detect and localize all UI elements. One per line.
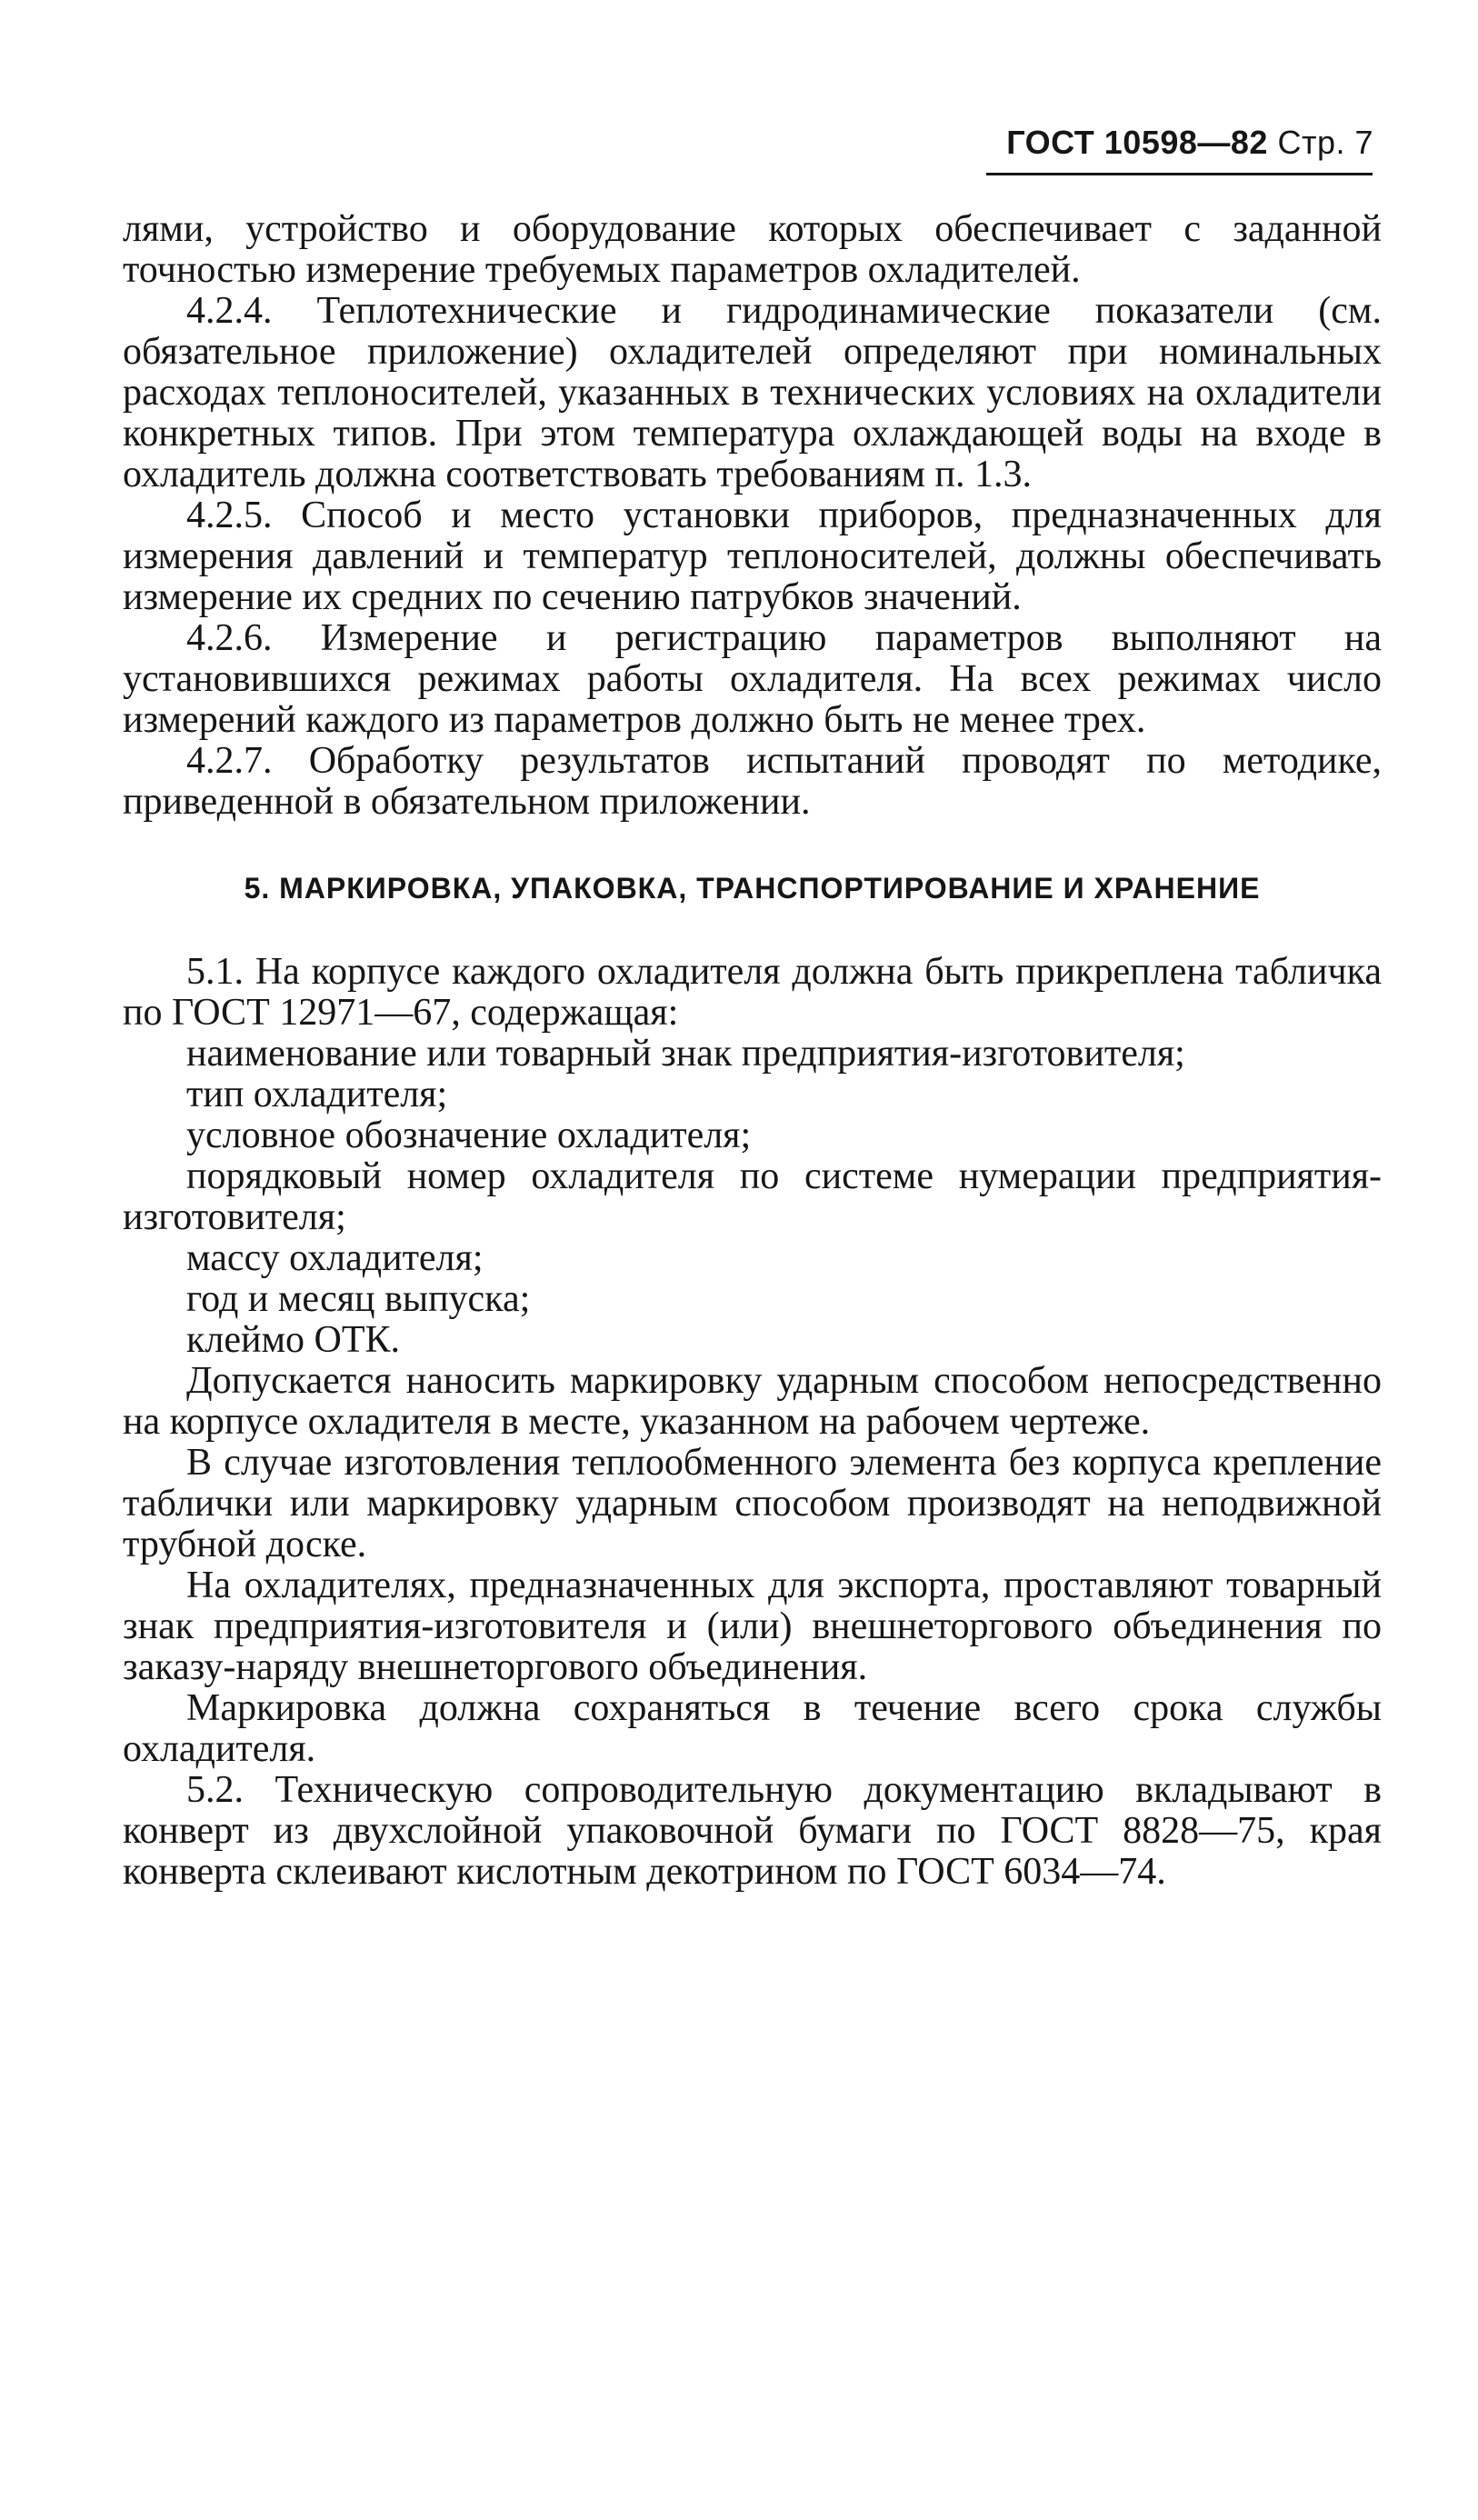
paragraph-4-2-5: 4.2.5. Способ и место установки приборов, предназначенных для измерения давлений и температур теплоносителей, должны обеспечивать измерение их средних по сечению патрубков значений.: [123, 495, 1382, 618]
list-item: клеймо ОТК.: [186, 1319, 401, 1361]
list-item: тип охладителя;: [186, 1074, 448, 1115]
paragraph-export: На охладителях, предназначенных для экспорта, проставляют товарный знак предприятия-изготовителя и (или) внешнеторгового объединения по заказу-наряду внешнеторгового объединения.: [123, 1565, 1382, 1688]
paragraph-stamping: Допускается наносить маркировку ударным способом непосредственно на корпусе охладителя в месте, указанном на рабочем чертеже.: [123, 1360, 1382, 1443]
paragraph-4-2-4: 4.2.4. Теплотехнические и гидродинамические показатели (см. обязательное приложение) охладителей определяют при номинальных расходах теплоносителей, указанных в технических условиях на охладители конкретных типов. При этом температура охлаждающей воды на входе в охладитель должна соответствовать требованиям п. 1.3.: [123, 290, 1382, 495]
list-item: год и месяц выпуска;: [186, 1278, 531, 1320]
list-item: порядковый номер охладителя по системе нумерации предприятия-изготовителя;: [123, 1155, 1382, 1238]
list-item: условное обозначение охладителя;: [186, 1115, 752, 1156]
paragraph-no-housing: В случае изготовления теплообменного элемента без корпуса крепление таблички или маркировку ударным способом производят на неподвижной трубной доске.: [123, 1442, 1382, 1565]
paragraph-durability: Маркировка должна сохраняться в течение всего срока службы охладителя.: [123, 1687, 1382, 1770]
page-header: [1006, 123, 1373, 163]
page-number: Стр. 7: [1277, 124, 1373, 161]
paragraph-5-1: 5.1. На корпусе каждого охладителя должна быть прикреплена табличка по ГОСТ 12971—67, содержащая:: [123, 951, 1382, 1034]
paragraph-4-2-6: 4.2.6. Измерение и регистрацию параметров выполняют на установившихся режимах работы охладителя. На всех режимах число измерений каждого из параметров должно быть не менее трех.: [123, 617, 1382, 741]
standard-number: ГОСТ 10598—82: [1006, 124, 1268, 161]
paragraph-5-2: 5.2. Техническую сопроводительную документацию вкладывают в конверт из двухслойной упаковочной бумаги по ГОСТ 8828—75, края конверта склеивают кислотным декотрином по ГОСТ 6034—74.: [123, 1769, 1382, 1893]
paragraph-4-2-7: 4.2.7. Обработку результатов испытаний проводят по методике, приведенной в обязательном приложении.: [123, 740, 1382, 823]
document-body: [123, 209, 1382, 1893]
paragraph-continuation: лями, устройство и оборудование которых обеспечивает с заданной точностью измерение требуемых параметров охладителей.: [123, 208, 1382, 291]
list-item: наименование или товарный знак предприятия-изготовителя;: [186, 1033, 1185, 1075]
section-heading: 5. МАРКИРОВКА, УПАКОВКА, ТРАНСПОРТИРОВАНИЕ И ХРАНЕНИЕ: [244, 872, 1261, 905]
list-item: массу охладителя;: [186, 1237, 484, 1279]
header-divider: [986, 173, 1373, 175]
